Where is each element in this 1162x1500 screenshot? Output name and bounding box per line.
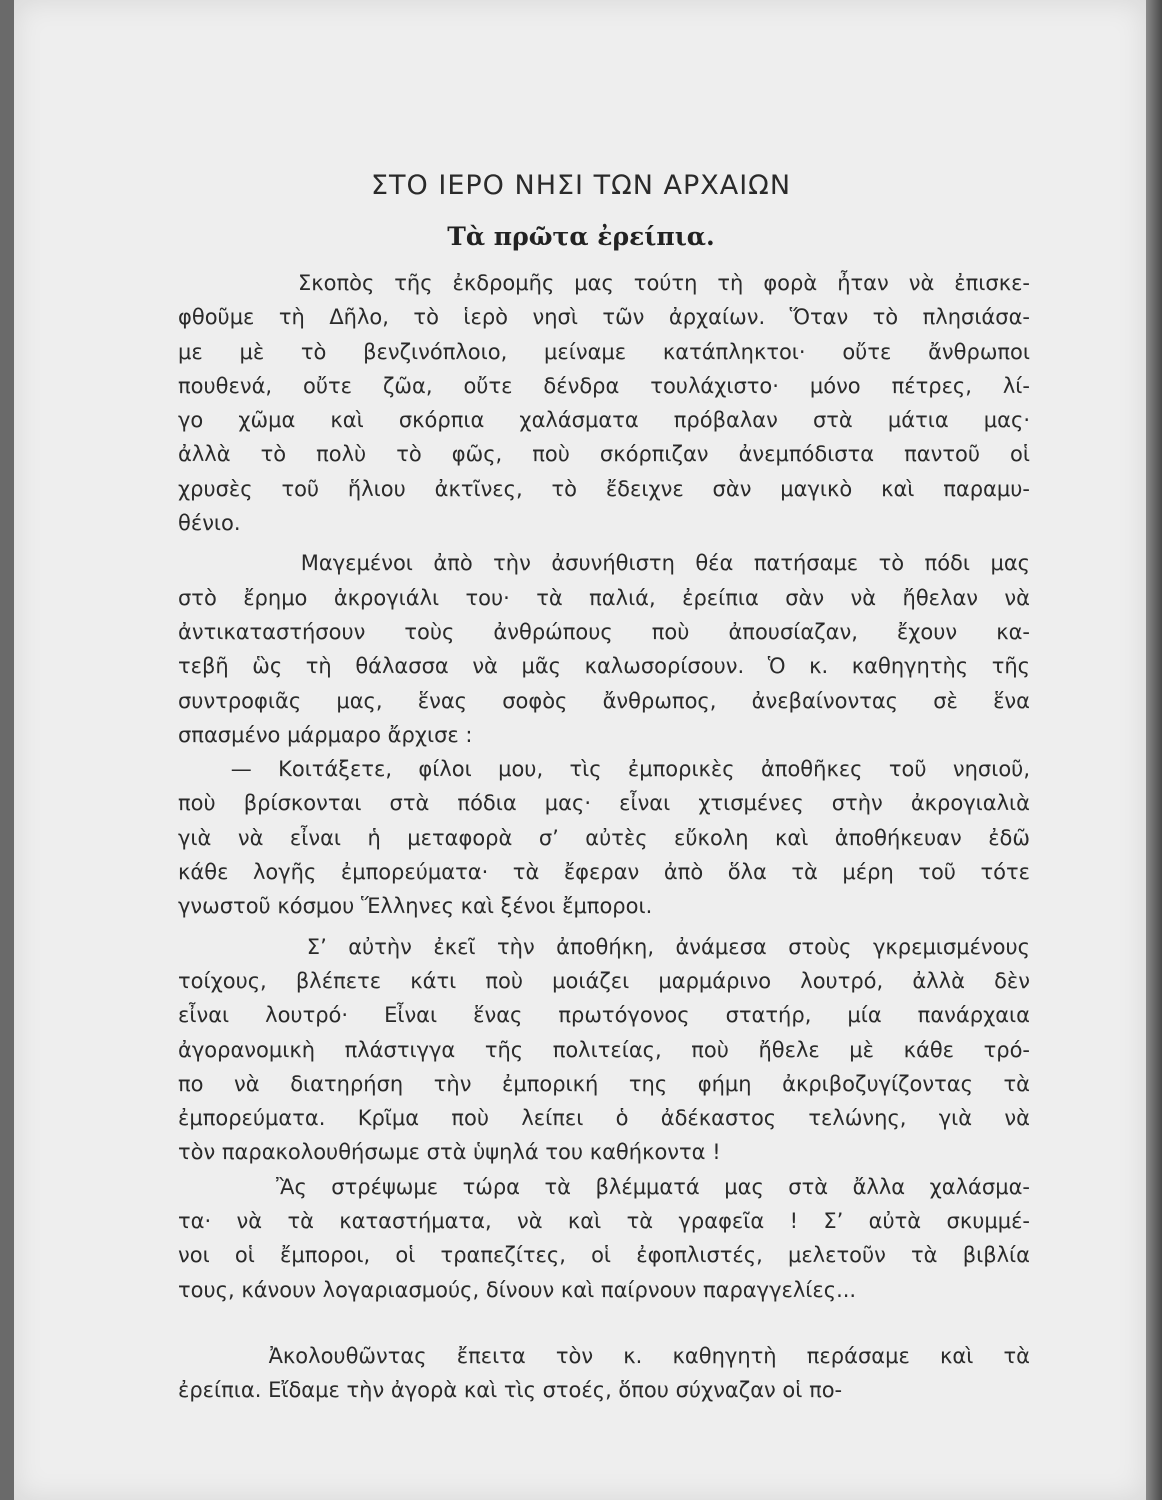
text-line: ποὺ βρίσκονται στὰ πόδια μας· εἶναι χτισμένες στὴν ἀκρογιαλιὰ <box>178 791 1030 816</box>
text-line: χρυσὲς τοῦ ἥλιου ἀκτῖνες, τὸ ἔδειχνε σὰν μαγικὸ καὶ παραμυ- <box>178 476 1030 501</box>
text-line: με μὲ τὸ βενζινόπλοιο, μείναμε κατάπληκτοι· οὔτε ἄνθρωποι <box>178 339 1030 364</box>
text-line: γνωστοῦ κόσμου Ἕλληνες καὶ ξένοι ἔμποροι. <box>178 894 653 919</box>
text-line: σπασμένο μάρμαρο ἄρχισε : <box>178 722 473 747</box>
text-line: Σκοπὸς τῆς ἐκδρομῆς μας τούτη τὴ φορὰ ἦταν νὰ ἐπισκε- <box>178 271 1030 295</box>
text-line: συντροφιᾶς μας, ἕνας σοφὸς ἄνθρωπος, ἀνεβαίνοντας σὲ ἕνα <box>178 688 1030 713</box>
text-line: τὸν παρακολουθήσωμε στὰ ὑψηλά του καθήκοντα ! <box>178 1140 721 1165</box>
text-line: Ἂς στρέψωμε τώρα τὰ βλέμματά μας στὰ ἄλλα χαλάσμα- <box>178 1174 1030 1199</box>
page-subtitle: Τὰ πρῶτα ἐρείπια. <box>447 222 715 251</box>
text-line: Ἀκολουθῶντας ἔπειτα τὸν κ. καθηγητὴ περάσαμε καὶ τὰ <box>178 1343 1030 1368</box>
text-line: γο χῶμα καὶ σκόρπια χαλάσματα πρόβαλαν στὰ μάτια μας· <box>178 408 1030 433</box>
text-line: ἀλλὰ τὸ πολὺ τὸ φῶς, ποὺ σκόρπιζαν ἀνεμπόδιστα παντοῦ οἱ <box>178 442 1030 467</box>
text-line: εἶναι λουτρό· Εἶναι ἕνας πρωτόγονος στατήρ, μία πανάρχαια <box>178 1003 1030 1028</box>
text-line: πο νὰ διατηρήση τὴν ἐμπορική της φήμη ἀκριβοζυγίζοντας τὰ <box>178 1071 1030 1096</box>
text-line: ἀντικαταστήσουν τοὺς ἀνθρώπους ποὺ ἀπουσίαζαν, ἔχουν κα- <box>178 619 1030 644</box>
text-line: γιὰ νὰ εἶναι ἡ μεταφορὰ σ’ αὐτὲς εὔκολη καὶ ἀποθήκευαν ἐδῶ <box>178 825 1030 850</box>
text-line: τα· νὰ τὰ καταστήματα, νὰ καὶ τὰ γραφεῖα ! Σ’ αὐτὰ σκυμμέ- <box>178 1209 1030 1234</box>
text-line: ἐρείπια. Εἴδαμε τὴν ἀγορὰ καὶ τὶς στοές, ὅπου σύχναζαν οἱ πο- <box>178 1378 843 1403</box>
text-line: στὸ ἔρημο ἀκρογιάλι του· τὰ παλιά, ἐρείπια σὰν νὰ ἤθελαν νὰ <box>178 585 1030 610</box>
page-title: ΣΤΟ ΙΕΡΟ ΝΗΣΙ ΤΩΝ ΑΡΧΑΙΩΝ <box>370 170 792 201</box>
text-line: τοίχους, βλέπετε κάτι ποὺ μοιάζει μαρμάρινο λουτρό, ἀλλὰ δὲν <box>178 968 1030 993</box>
text-line: κάθε λογῆς ἐμπορεύματα· τὰ ἔφεραν ἀπὸ ὅλα τὰ μέρη τοῦ τότε <box>178 860 1030 885</box>
text-line: ἐμπορεύματα. Κρῖμα ποὺ λείπει ὁ ἀδέκαστος τελώνης, γιὰ νὰ <box>178 1106 1030 1131</box>
body-text <box>178 266 1030 1408</box>
text-line: τους, κάνουν λογαριασμούς, δίνουν καὶ παίρνουν παραγγελίες... <box>178 1277 857 1302</box>
text-line: Μαγεμένοι ἀπὸ τὴν ἀσυνήθιστη θέα πατήσαμε τὸ πόδι μας <box>178 551 1030 576</box>
text-line: τεβῆ ὣς τὴ θάλασσα νὰ μᾶς καλωσορίσουν. Ὁ κ. καθηγητὴς τῆς <box>178 654 1030 679</box>
text-line: ἀγορανομικὴ πλάστιγγα τῆς πολιτείας, ποὺ ἤθελε μὲ κάθε τρό- <box>178 1037 1030 1062</box>
text-line: φθοῦμε τὴ Δῆλο, τὸ ἱερὸ νησὶ τῶν ἀρχαίων. Ὅταν τὸ πλησιάσα- <box>178 305 1030 330</box>
text-line: πουθενά, οὔτε ζῶα, οὔτε δένδρα τουλάχιστο· μόνο πέτρες, λί- <box>178 373 1030 398</box>
text-line: — Κοιτάξετε, φίλοι μου, τὶς ἐμπορικὲς ἀποθῆκες τοῦ νησιοῦ, <box>178 757 1030 782</box>
text-line: θένιο. <box>178 511 241 536</box>
text-line: Σ’ αὐτὴν ἐκεῖ τὴν ἀποθήκη, ἀνάμεσα στοὺς γκρεμισμένους <box>178 934 1030 959</box>
text-line: νοι οἱ ἔμποροι, οἱ τραπεζίτες, οἱ ἐφοπλιστές, μελετοῦν τὰ βιβλία <box>178 1243 1030 1268</box>
